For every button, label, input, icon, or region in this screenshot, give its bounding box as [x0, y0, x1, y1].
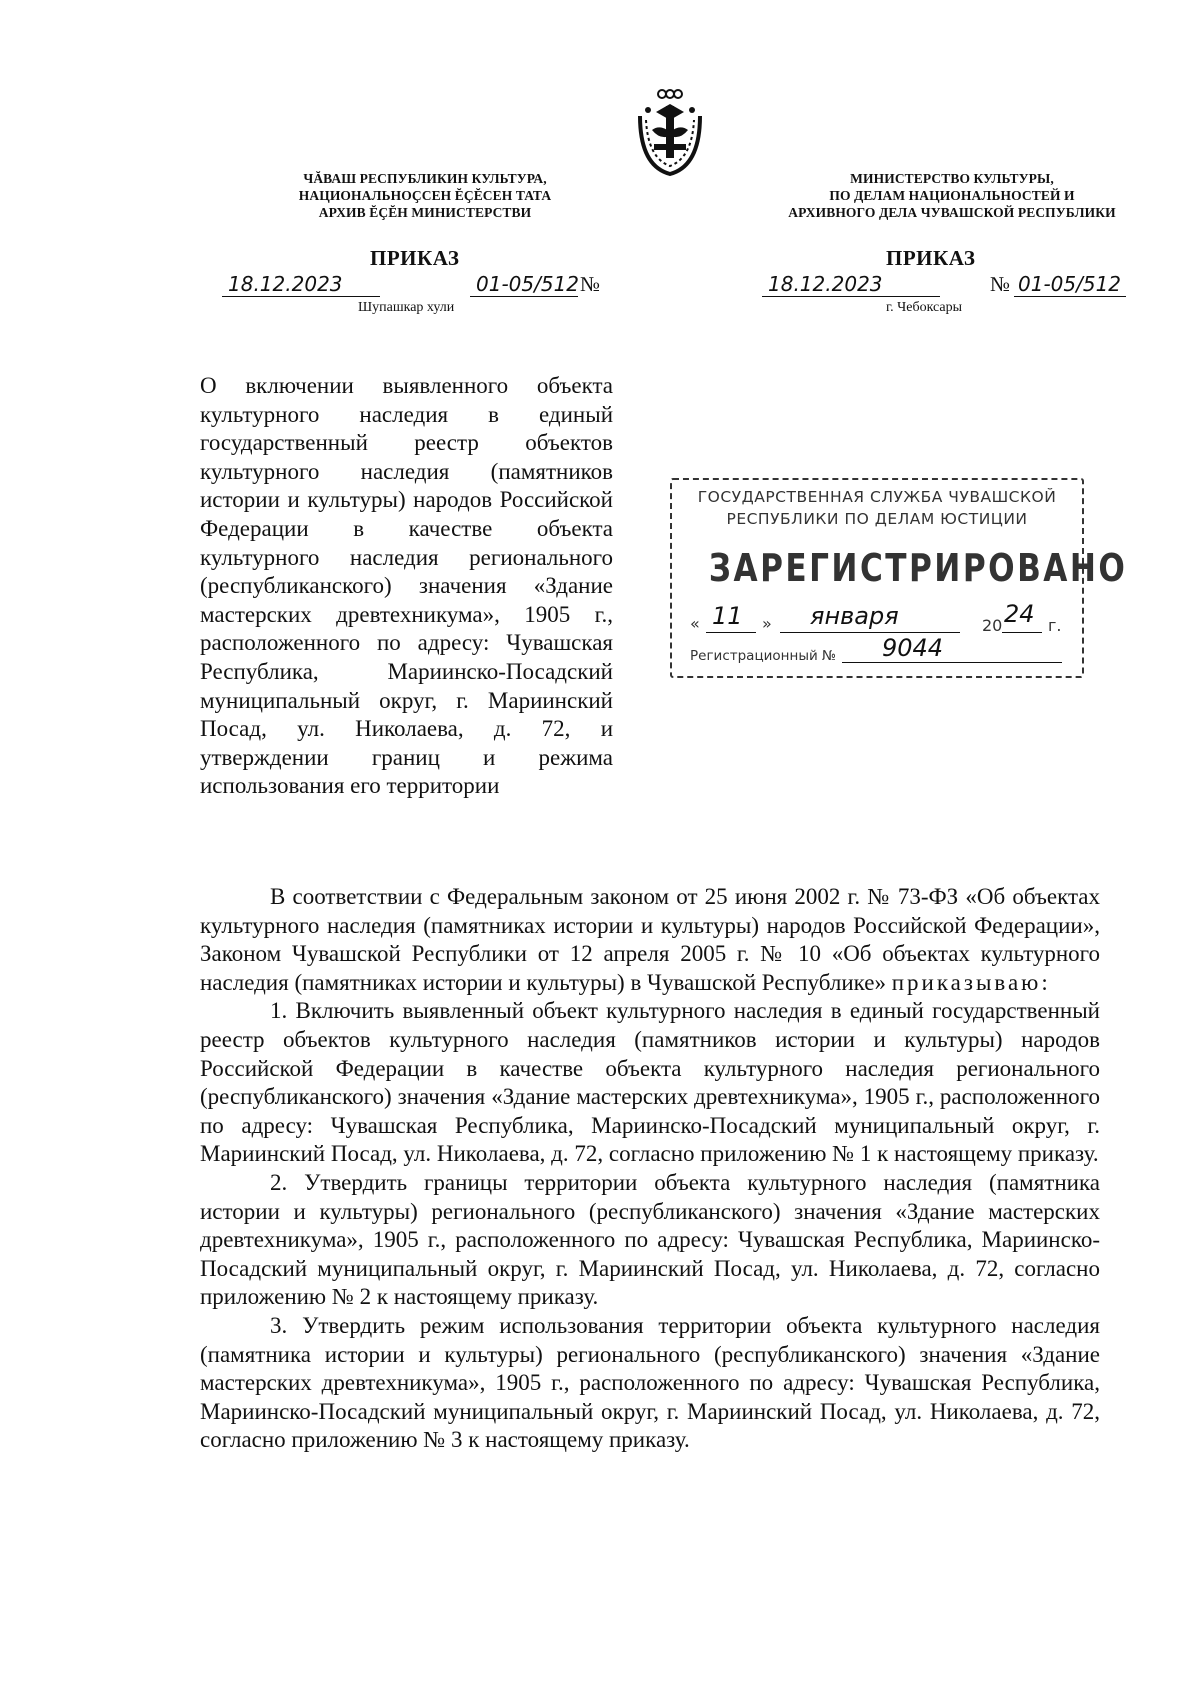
stamp-year-prefix: 20 — [982, 616, 1003, 635]
header-right-line1: МИНИСТЕРСТВО КУЛЬТУРЫ, — [850, 171, 1054, 186]
stamp-quote-open: « — [690, 614, 700, 633]
number-left-line — [470, 296, 578, 297]
registration-stamp — [670, 478, 1128, 678]
coat-of-arms-emblem — [630, 86, 710, 178]
body-item-2: 2. Утвердить границы территории объекта культурного наследия (памятника истории и культуры) регионального (республиканского) значения «Здание мастерских древтехникума», 1905 г., расположенного по адресу: Чувашская Республика, Мариинско-Посадский муниципальный округ, г. Мариинский Посад, ул. Николаева, д. 72, согласно приложению № 2 к настоящему приказу. — [200, 1169, 1100, 1310]
body-intro-text: В соответствии с Федеральным законом от 25 июня 2002 г. № 73-ФЗ «Об объектах культурного наследия (памятниках истории и культуры) народов Российской Федерации», Законом Чувашской Республики от 12 апреля 2005 г. № 10 «Об объектах культурного наследия (памятниках истории и культуры) в Чувашской Республике» — [200, 884, 1100, 995]
stamp-authority-line1: ГОСУДАРСТВЕННАЯ СЛУЖБА ЧУВАШСКОЙ — [697, 488, 1057, 506]
number-right-line — [1014, 296, 1126, 297]
stamp-day-line — [706, 632, 756, 633]
date-left-handwritten: 18.12.2023 — [228, 272, 343, 296]
stamp-status: ЗАРЕГИСТРИРОВАНО — [708, 546, 1128, 590]
header-right-line2: ПО ДЕЛАМ НАЦИОНАЛЬНОСТЕЙ И — [829, 188, 1075, 203]
date-right-line — [762, 296, 940, 297]
header-right-russian — [732, 170, 1172, 221]
number-sign-left: № — [580, 272, 601, 296]
stamp-quote-close: » — [762, 614, 772, 633]
body-item-3: 3. Утвердить режим использования территории объекта культурного наследия (памятника истории и культуры) регионального (республиканского) значения «Здание мастерских древтехникума», 1905 г., расположенного по адресу: Чувашская Республика, Мариинско-Посадский муниципальный округ, г. Мариинский Посад, ул. Николаева, д. 72, согласно приложению № 3 к настоящему приказу. — [200, 1312, 1100, 1453]
stamp-month-line — [780, 632, 960, 633]
place-right: г. Чебоксары — [886, 300, 963, 315]
stamp-date-row — [690, 600, 1070, 638]
body-item-1: 1. Включить выявленный объект культурного наследия в единый государственный реестр объектов культурного наследия (памятников истории и культуры) народов Российской Федерации в качестве объекта культурного наследия регионального (республиканского) значения «Здание мастерских древтехникума», 1905 г., расположенного по адресу: Чувашская Республика, Мариинско-Посадский муниципальный округ, г. Мариинский Посад, ул. Николаева, д. 72, согласно приложению № 1 к настоящему приказу. — [200, 998, 1100, 1167]
body-order-word: приказываю: — [891, 969, 1051, 995]
header-left-line1: ЧĂВАШ РЕСПУБЛИКИН КУЛЬТУРА, — [303, 171, 547, 186]
stamp-day: 11 — [712, 602, 743, 630]
order-subject-title: О включении выявленного объекта культурного наследия в единый государственный реестр объектов культурного наследия (памятников истории и культуры) народов Российской Федерации в качестве объекта культурного наследия регионального (республиканского) значения «Здание мастерских древтехникума», 1905 г., расположенного по адресу: Чувашская Республика, Мариинско-Посадский муниципальный округ, г. Мариинский Посад, ул. Николаева, д. 72, и утверждении границ и режима использования его территории — [200, 373, 613, 799]
stamp-authority-line2: РЕСПУБЛИКИ ПО ДЕЛАМ ЮСТИЦИИ — [726, 510, 1028, 528]
header-left-chuvash — [215, 170, 635, 221]
stamp-reg-line — [842, 662, 1062, 663]
header-left-line2: НАЦИОНАЛЬНОҪСЕН ĔҪĔСЕН ТАТА — [298, 188, 552, 203]
number-left-handwritten: 01-05/512 — [476, 272, 580, 296]
number-sign-right: № — [990, 272, 1011, 296]
stamp-month: января — [810, 602, 899, 630]
date-right-handwritten: 18.12.2023 — [768, 272, 883, 296]
stamp-year-suffix: 24 — [1004, 600, 1035, 628]
body-intro — [200, 883, 1100, 997]
date-left-line — [222, 296, 380, 297]
stamp-year-unit: г. — [1048, 616, 1062, 635]
header-right-line3: АРХИВНОГО ДЕЛА ЧУВАШСКОЙ РЕСПУБЛИКИ — [788, 205, 1116, 220]
number-right-handwritten: 01-05/512 — [1018, 272, 1122, 296]
header-left-line3: АРХИВ ĔҪĔН МИНИСТЕРСТВИ — [318, 205, 532, 220]
stamp-year-line — [1002, 632, 1042, 633]
order-title-right: ПРИКАЗ — [886, 246, 976, 270]
order-body — [200, 883, 1100, 1455]
order-title-left: ПРИКАЗ — [370, 246, 460, 270]
stamp-reg-label: Регистрационный № — [690, 648, 837, 664]
place-left: Шупашкар хули — [358, 300, 455, 315]
stamp-reg-number: 9044 — [882, 634, 944, 662]
